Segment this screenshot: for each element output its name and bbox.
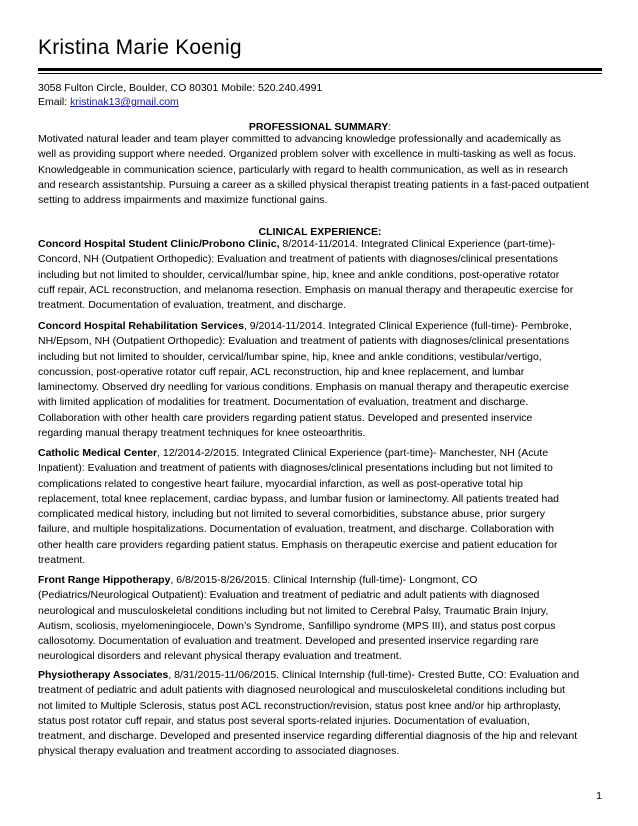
entry-line: neurological and musculoskeletal conditions including but not limited to Cerebral Palsy, Traumatic Brain Injury, [38, 604, 549, 617]
entry-line: treatment, and discharge. Developed and presented inservice regarding differential diagnosis of the hip and relevant [38, 730, 578, 743]
summary-heading-text: PROFESSIONAL SUMMARY [248, 121, 389, 133]
entry-line: Collaboration with other health care providers regarding patient status. Developed and presented inservice [38, 411, 533, 424]
entry-name: Front Range Hippotherapy [38, 574, 171, 586]
clinical-heading: CLINICAL EXPERIENCE: [258, 226, 382, 238]
clinical-entry [38, 237, 602, 313]
entry-line: with limited application of modalities for treatment. Documentation of evaluation, treatment and discharge. [38, 396, 529, 409]
entry-line: complications related to congestive heart failure, myocardial infarction, as well as post-operative total hip [38, 477, 523, 490]
entry-line: treatment. [38, 554, 86, 567]
summary-line: Knowledgeable in communication science, particularly with regard to health communication, as well as in research [38, 163, 568, 176]
entry-line: concussion, post-operative rotator cuff repair, ACL reconstruction, hip and knee replacement, and lumbar [38, 365, 525, 378]
entry-line: regarding manual therapy treatment techniques for knee osteoarthritis. [38, 427, 366, 440]
entry-line: including but not limited to shoulder, cervical/lumbar spine, hip, knee and ankle conditions, post-operative rotator [38, 268, 560, 281]
entry-first-text: , 6/8/2015-8/26/2015. Clinical Internship (full-time)- Longmont, CO [170, 574, 478, 586]
entry-line: cuff repair, ACL reconstruction, and melanoma resection. Emphasis on manual therapy and therapeutic exercise for [38, 283, 574, 296]
entry-line: status post rotator cuff repair, and status post several sports-related injuries. Documentation of evaluation, [38, 714, 530, 727]
entry-line: NH/Epsom, NH (Outpatient Orthopedic): Evaluation and treatment of patients with diagnoses/clinical presentations [38, 335, 570, 348]
clinical-entry [38, 446, 602, 568]
clinical-entry [38, 668, 602, 760]
entry-line: Inpatient): Evaluation and treatment of patients with diagnoses/clinical presentations including but not limited to [38, 462, 553, 475]
entry-line: treatment. Documentation of evaluation, treatment, and discharge. [38, 299, 347, 312]
header-rule-thin [38, 73, 602, 74]
entry-first-text: , 9/2014-11/2014. Integrated Clinical Experience (full-time)- Pembroke, [243, 320, 572, 332]
entry-first-text: , 12/2014-2/2015. Integrated Clinical Experience (part-time)- Manchester, NH (Acute [157, 447, 549, 459]
entry-line: treatment of pediatric and adult patients with diagnosed neurological and musculoskeletal conditions including but [38, 684, 566, 697]
email-line [38, 96, 179, 109]
entry-line: (Pediatrics/Neurological Outpatient): Evaluation and treatment of pediatric and adult patients with diagnosed [38, 589, 540, 602]
entry-first-text: , 8/31/2015-11/06/2015. Clinical Internship (full-time)- Crested Butte, CO: Evaluation and [168, 669, 580, 681]
entry-name: Physiotherapy Associates [38, 669, 169, 681]
entry-line: failure, and multiple hospitalizations. Documentation of evaluation, treatment, and discharge. Collaboration with [38, 523, 554, 536]
email-label: Email: [38, 96, 71, 108]
clinical-entry [38, 319, 602, 441]
entry-first-text: 8/2014-11/2014. Integrated Clinical Experience (part-time)- [279, 238, 556, 250]
candidate-name: Kristina Marie Koenig [38, 36, 242, 59]
entry-first-line [38, 668, 602, 683]
summary-line: well as providing support where needed. Organized problem solver with excellence in multi-tasking as well as focus. [38, 148, 577, 161]
entry-line: physical therapy evaluation and treatment according to associated diagnoses. [38, 745, 400, 758]
entry-line: neurological disorders and relevant physical therapy evaluation and treatment. [38, 650, 402, 663]
clinical-entry [38, 573, 602, 665]
summary-line: setting to address impairments and maximize functional gains. [38, 194, 328, 207]
entry-line: replacement, total knee replacement, cardiac bypass, and lumbar fusion or laminectomy. All patients treated had [38, 492, 560, 505]
entry-line: not limited to Multiple Sclerosis, status post ACL reconstruction/revision, status post knee and/or hip arthroplasty, [38, 699, 561, 712]
entry-name: Catholic Medical Center [38, 447, 158, 459]
summary-line: and research assistantship. Pursuing a career as a skilled physical therapist treating patients in a fast-paced outpatient [38, 178, 589, 191]
address-phone-line: 3058 Fulton Circle, Boulder, CO 80301 Mobile: 520.240.4991 [38, 82, 323, 94]
summary-heading-colon: : [388, 121, 392, 133]
entry-name: Concord Hospital Student Clinic/Probono Clinic, [38, 238, 280, 250]
page-number: 1 [596, 790, 602, 802]
summary-line: Motivated natural leader and team player committed to advancing knowledge professionally and academically as [38, 133, 561, 145]
entry-line: complicated medical history, including but not limited to several comorbidities, substance abuse, prior surgery [38, 508, 545, 521]
entry-name: Concord Hospital Rehabilitation Services [38, 320, 244, 332]
entry-line: other health care providers regarding patient status. Emphasis on therapeutic exercise and patient education for [38, 538, 558, 551]
entry-line: callosotomy. Documentation of evaluation and treatment. Developed and presented inservice regarding rare [38, 635, 539, 648]
entry-first-line [38, 237, 602, 252]
email-link[interactable]: kristinak13@gmail.com [70, 96, 179, 108]
entry-line: laminectomy. Observed dry needling for various conditions. Emphasis on manual therapy and therapeutic exercise [38, 381, 569, 394]
entry-first-line [38, 573, 602, 588]
entry-line: Autism, scoliosis, myelomeningiocele, Down’s Syndrome, Sanfillipo syndrome (MPS III), and status post corpus [38, 619, 556, 632]
header-rule-thick [38, 68, 602, 71]
summary-paragraph [38, 132, 602, 208]
entry-first-line [38, 319, 602, 334]
entry-line: including but not limited to shoulder, cervical/lumbar spine, hip, knee and ankle conditions, vestibular/vertigo, [38, 350, 542, 363]
entry-line: Concord, NH (Outpatient Orthopedic): Evaluation and treatment of patients with diagnoses/clinical presentations [38, 253, 559, 266]
entry-first-line [38, 446, 602, 461]
